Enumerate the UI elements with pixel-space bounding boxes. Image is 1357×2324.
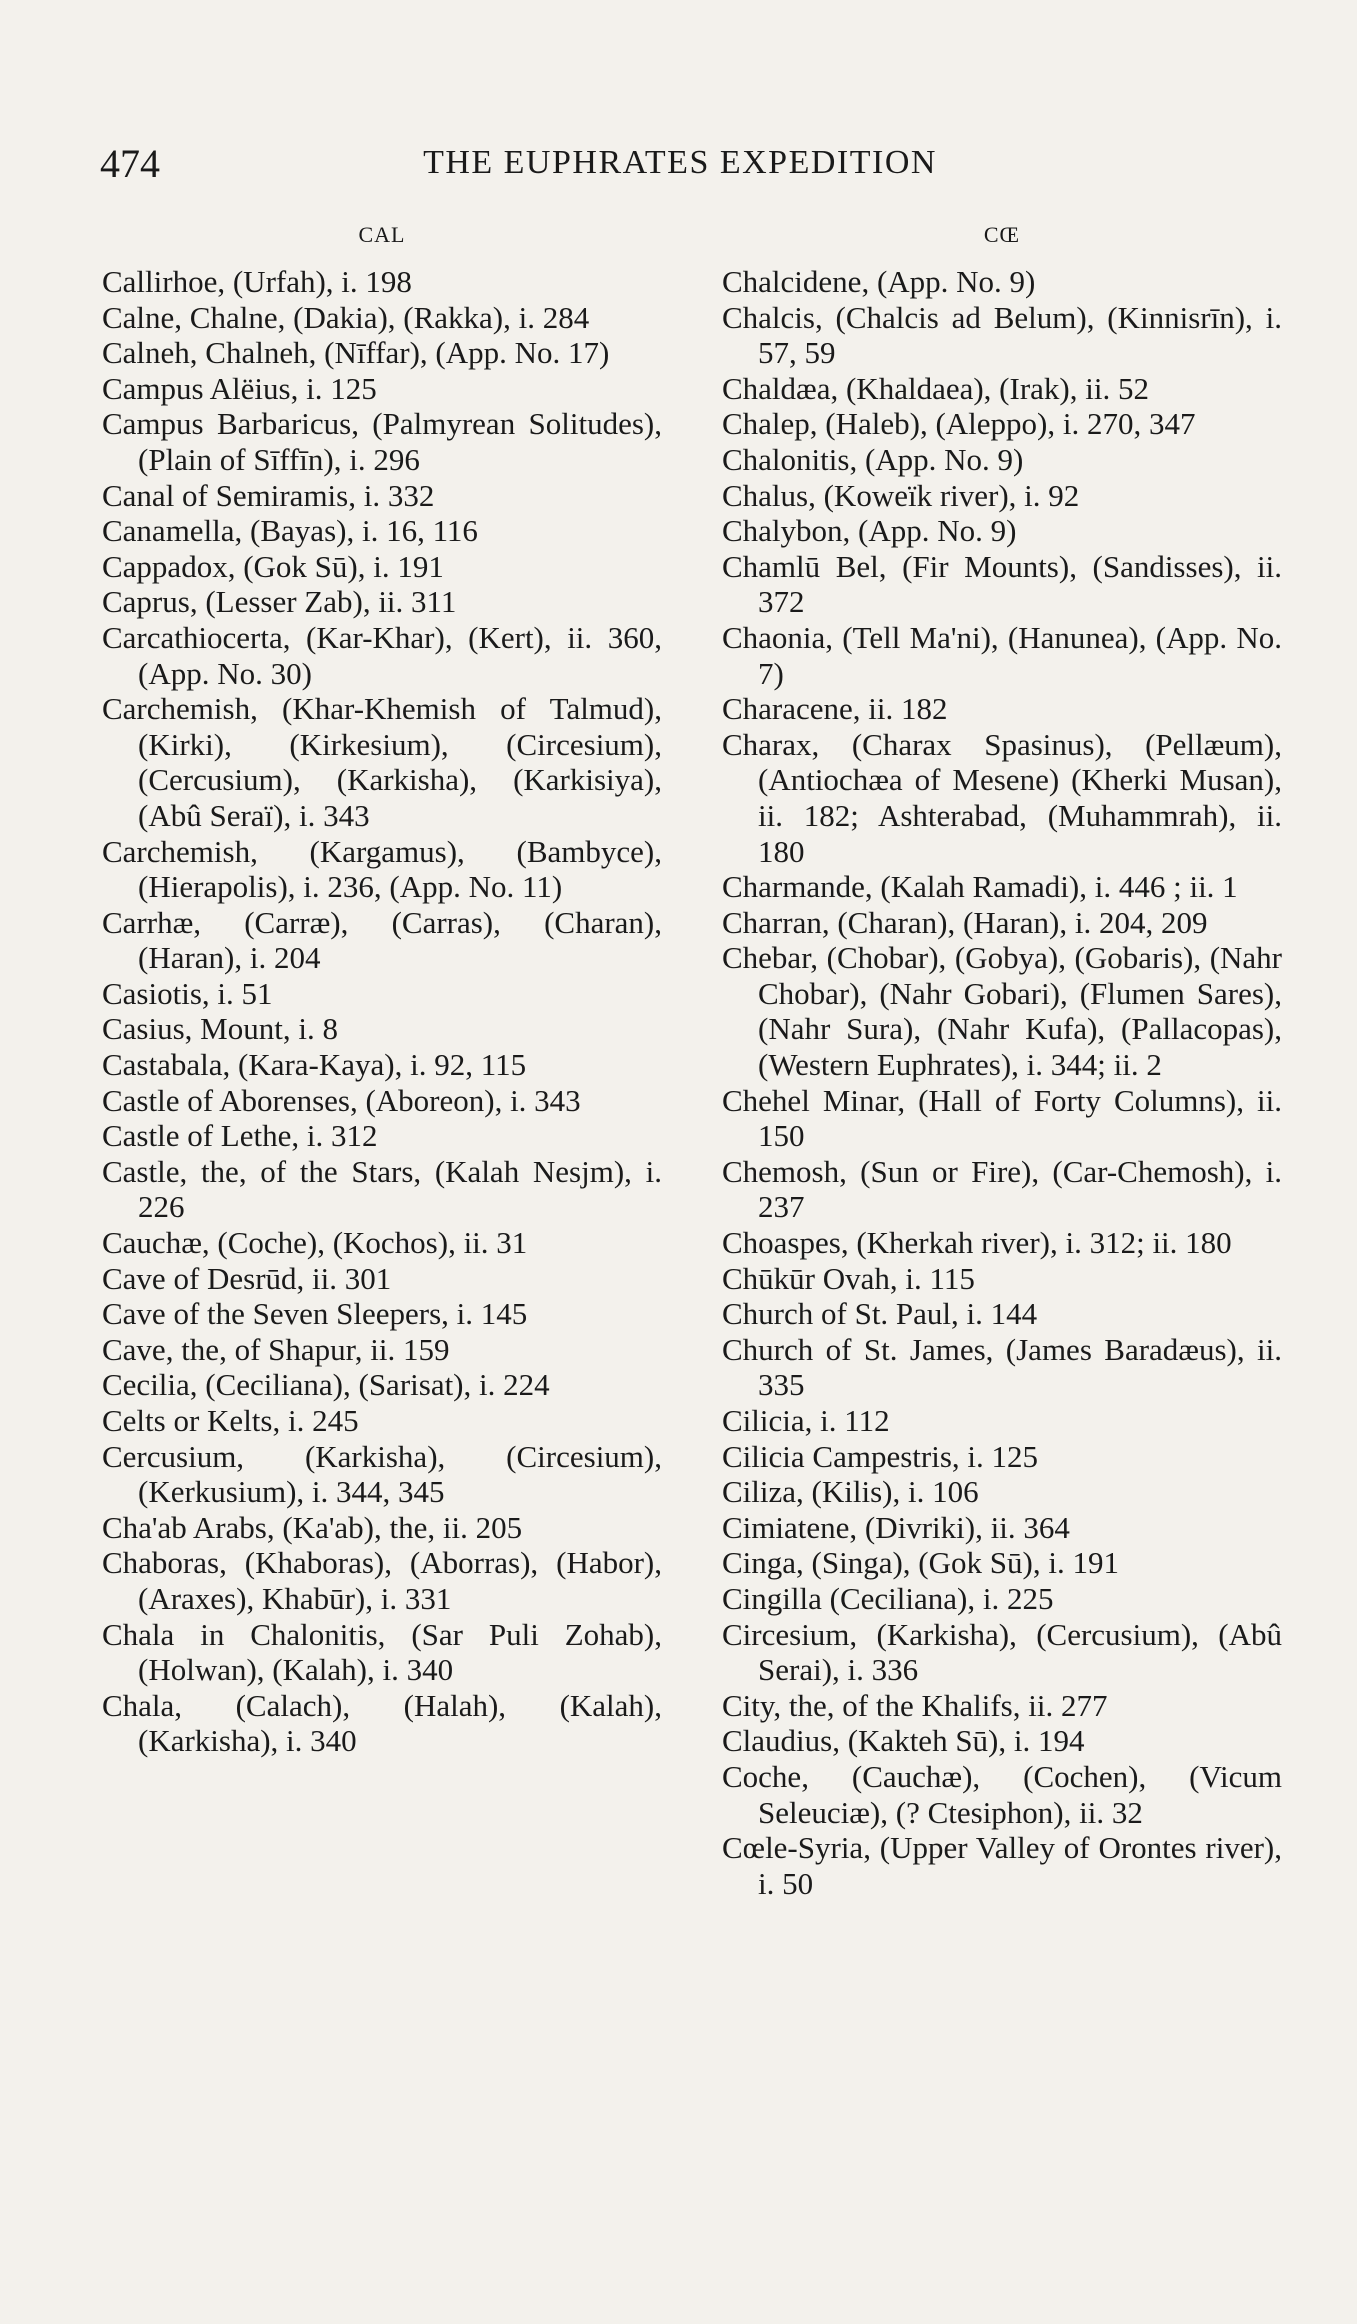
index-entry: Castle of Lethe, i. 312 — [102, 1118, 378, 1154]
index-entry: Cercusium, (Karkisha), (Circesium), (Kerkusium), i. 344, 345 — [102, 1438, 662, 1510]
column-heading: CAL — [358, 222, 406, 247]
index-entry: Cave of Desrūd, ii. 301 — [102, 1260, 392, 1296]
index-entry: Castle, the, of the Stars, (Kalah Nesjm), i. 226 — [102, 1153, 662, 1225]
index-entry: Cappadox, (Gok Sū), i. 191 — [102, 548, 444, 584]
index-entry: Calneh, Chalneh, (Nīffar), (App. No. 17) — [102, 335, 610, 371]
index-entry: Carchemish, (Kargamus), (Bambyce), (Hierapolis), i. 236, (App. No. 11) — [102, 833, 662, 905]
index-entry: Claudius, (Kakteh Sū), i. 194 — [722, 1723, 1085, 1759]
index-entry: Chūkūr Ovah, i. 115 — [722, 1260, 975, 1296]
index-entry: Chehel Minar, (Hall of Forty Columns), ii. 150 — [722, 1082, 1282, 1154]
index-entry: Castabala, (Kara-Kaya), i. 92, 115 — [102, 1047, 527, 1083]
running-title: THE EUPHRATES EXPEDITION — [423, 144, 937, 181]
index-entry: Canal of Semiramis, i. 332 — [102, 477, 435, 513]
index-entry: Campus Alëius, i. 125 — [102, 370, 377, 406]
index-entry: Church of St. James, (James Baradæus), ii. 335 — [722, 1331, 1282, 1403]
index-entry: Callirhoe, (Urfah), i. 198 — [102, 264, 412, 299]
index-entry: Cave, the, of Shapur, ii. 159 — [102, 1331, 450, 1367]
index-entry: Cimiatene, (Divriki), ii. 364 — [722, 1509, 1070, 1545]
index-entry: Chaboras, (Khaboras), (Aborras), (Habor), (Araxes), Khabūr), i. 331 — [102, 1545, 662, 1616]
index-entry: Chamlū Bel, (Fir Mounts), (Sandisses), ii. 372 — [722, 548, 1282, 620]
index-entry: Ciliza, (Kilis), i. 106 — [722, 1474, 979, 1510]
index-entry: Carcathiocerta, (Kar-Khar), (Kert), ii. 360, (App. No. 30) — [102, 619, 662, 691]
entry-list — [102, 264, 662, 1759]
index-entry: Chalonitis, (App. No. 9) — [722, 441, 1024, 477]
index-entry: Coche, (Cauchæ), (Cochen), (Vicum Seleuciæ), (? Ctesiphon), ii. 32 — [722, 1758, 1282, 1830]
index-entry: Choaspes, (Kherkah river), i. 312; ii. 180 — [722, 1225, 1232, 1261]
index-entry: Celts or Kelts, i. 245 — [102, 1403, 359, 1438]
index-entry: Cave of the Seven Sleepers, i. 145 — [102, 1296, 528, 1332]
index-entry: Chalep, (Haleb), (Aleppo), i. 270, 347 — [722, 406, 1196, 442]
index-entry: Characene, ii. 182 — [722, 691, 948, 727]
index-entry: Chala, (Calach), (Halah), (Kalah), (Karkisha), i. 340 — [102, 1687, 662, 1759]
index-entry: Cha'ab Arabs, (Ka'ab), the, ii. 205 — [102, 1509, 523, 1545]
index-entry: Cauchæ, (Coche), (Kochos), ii. 31 — [102, 1225, 528, 1261]
page-number: 474 — [100, 141, 160, 186]
index-entry: Chaonia, (Tell Ma'ni), (Hanunea), (App. No. 7) — [722, 619, 1282, 691]
index-entry: Chebar, (Chobar), (Gobya), (Gobaris), (Nahr Chobar), (Nahr Gobari), (Flumen Sares), (Nahr Sura), (Nahr Kufa), (Pallacopas), (Western Euphrates), i. 344; ii. 2 — [722, 940, 1282, 1083]
index-entry: Castle of Aborenses, (Aboreon), i. 343 — [102, 1082, 581, 1118]
index-entry: Chalybon, (App. No. 9) — [722, 513, 1017, 549]
index-entry: Cinga, (Singa), (Gok Sū), i. 191 — [722, 1545, 1119, 1581]
index-entry: Campus Barbaricus, (Palmyrean Solitudes), (Plain of Sīffīn), i. 296 — [102, 406, 662, 477]
index-entry: Circesium, (Karkisha), (Cercusium), (Abû Serai), i. 336 — [722, 1616, 1282, 1688]
index-entry: Chalus, (Koweïk river), i. 92 — [722, 477, 1080, 513]
index-entry: City, the, of the Khalifs, ii. 277 — [722, 1687, 1108, 1723]
index-entry: Casiotis, i. 51 — [102, 975, 273, 1011]
index-entry: Canamella, (Bayas), i. 16, 116 — [102, 513, 478, 549]
entry-list — [722, 264, 1282, 1901]
index-column-left — [102, 222, 662, 1759]
index-entry: Charran, (Charan), (Haran), i. 204, 209 — [722, 904, 1208, 940]
index-entry: Cilicia, i. 112 — [722, 1403, 890, 1438]
index-entry: Carchemish, (Khar-Khemish of Talmud), (Kirki), (Kirkesium), (Circesium), (Cercusium), (Karkisha), (Karkisiya), (Abû Seraï), i. 343 — [102, 691, 662, 833]
index-entry: Chaldæa, (Khaldaea), (Irak), ii. 52 — [722, 370, 1149, 406]
index-entry: Charmande, (Kalah Ramadi), i. 446 ; ii. 1 — [722, 869, 1238, 905]
index-entry: Chala in Chalonitis, (Sar Puli Zohab), (Holwan), (Kalah), i. 340 — [102, 1616, 662, 1688]
index-entry: Casius, Mount, i. 8 — [102, 1011, 338, 1047]
column-heading: CŒ — [983, 222, 1021, 247]
index-entry: Cœle-Syria, (Upper Valley of Orontes river), i. 50 — [722, 1830, 1282, 1901]
index-entry: Caprus, (Lesser Zab), ii. 311 — [102, 584, 457, 620]
index-entry: Chalcis, (Chalcis ad Belum), (Kinnisrīn), i. 57, 59 — [722, 299, 1282, 371]
index-entry: Cecilia, (Ceciliana), (Sarisat), i. 224 — [102, 1367, 550, 1403]
index-entry: Carrhæ, (Carræ), (Carras), (Charan), (Haran), i. 204 — [102, 904, 662, 976]
index-entry: Chalcidene, (App. No. 9) — [722, 264, 1036, 299]
index-entry: Charax, (Charax Spasinus), (Pellæum), (Antiochæa of Mesene) (Kherki Musan), ii. 182; Ashterabad, (Muhammrah), ii. 180 — [722, 726, 1282, 869]
index-entry: Cilicia Campestris, i. 125 — [722, 1438, 1038, 1474]
index-entry: Church of St. Paul, i. 144 — [722, 1296, 1038, 1332]
index-entry: Cingilla (Ceciliana), i. 225 — [722, 1580, 1054, 1616]
index-entry: Calne, Chalne, (Dakia), (Rakka), i. 284 — [102, 299, 590, 335]
page-header — [100, 140, 1260, 200]
index-entry: Chemosh, (Sun or Fire), (Car-Chemosh), i. 237 — [722, 1153, 1282, 1225]
index-column-right — [722, 222, 1282, 1901]
